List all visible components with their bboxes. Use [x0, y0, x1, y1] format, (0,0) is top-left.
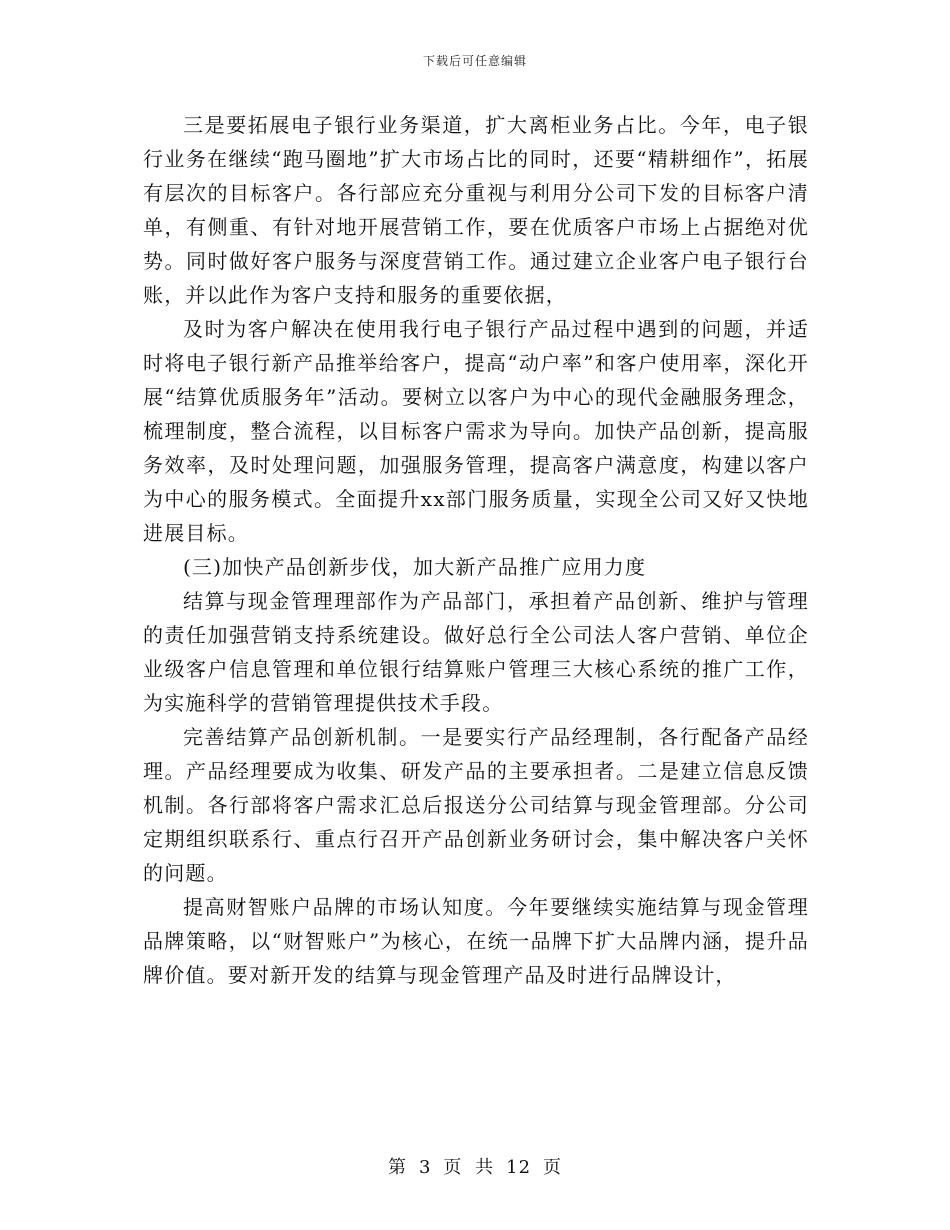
footer-current-page: 3 [418, 1157, 432, 1178]
page-footer [0, 1153, 950, 1179]
paragraph-4: 完善结算产品创新机制。一是要实行产品经理制，各行配备产品经理。产品经理要成为收集、研发产品的主要承担者。二是建立信息反馈机制。各行部将客户需求汇总后报送分公司结算与现金管理部。分公司定期组织联系行、重点行召开产品创新业务研讨会，集中解决客户关怀的问题。 [143, 725, 809, 885]
document-body [143, 108, 809, 992]
footer-prefix: 第 [387, 1157, 407, 1178]
section-heading: (三)加快产品创新步伐，加大新产品推广应用力度 [183, 555, 647, 579]
page-header-note: 下载后可任意编辑 [422, 54, 527, 68]
paragraph-3: 结算与现金管理理部作为产品部门，承担着产品创新、维护与管理的责任加强营销支持系统建设。做好总行全公司法人客户营销、单位企业级客户信息管理和单位银行结算账户管理三大核心系统的推广工作，为实施科学的营销管理提供技术手段。 [143, 589, 809, 715]
footer-suffix: 页 [543, 1157, 563, 1178]
footer-middle: 页 共 [443, 1157, 495, 1178]
footer-total-pages: 12 [506, 1157, 532, 1178]
paragraph-1: 三是要拓展电子银行业务渠道，扩大离柜业务占比。今年，电子银行业务在继续“跑马圈地”扩大市场占比的同时，还要“精耕细作”，拓展有层次的目标客户。各行部应充分重视与利用分公司下发的目标客户清单，有侧重、有针对地开展营销工作，要在优质客户市场上占据绝对优势。同时做好客户服务与深度营销工作。通过建立企业客户电子银行台账，并以此作为客户支持和服务的重要依据， [143, 113, 809, 307]
paragraph-5: 提高财智账户品牌的市场认知度。今年要继续实施结算与现金管理品牌策略，以“财智账户”为核心，在统一品牌下扩大品牌内涵，提升品牌价值。要对新开发的结算与现金管理产品及时进行品牌设计， [143, 895, 809, 987]
paragraph-2: 及时为客户解决在使用我行电子银行产品过程中遇到的问题，并适时将电子银行新产品推举给客户，提高“动户率”和客户使用率，深化开展“结算优质服务年”活动。要树立以客户为中心的现代金融服务理念，梳理制度，整合流程，以目标客户需求为导向。加快产品创新，提高服务效率，及时处理问题，加强服务管理，提高客户满意度，构建以客户为中心的服务模式。全面提升xx部门服务质量，实现全公司又好又快地进展目标。 [143, 317, 809, 545]
